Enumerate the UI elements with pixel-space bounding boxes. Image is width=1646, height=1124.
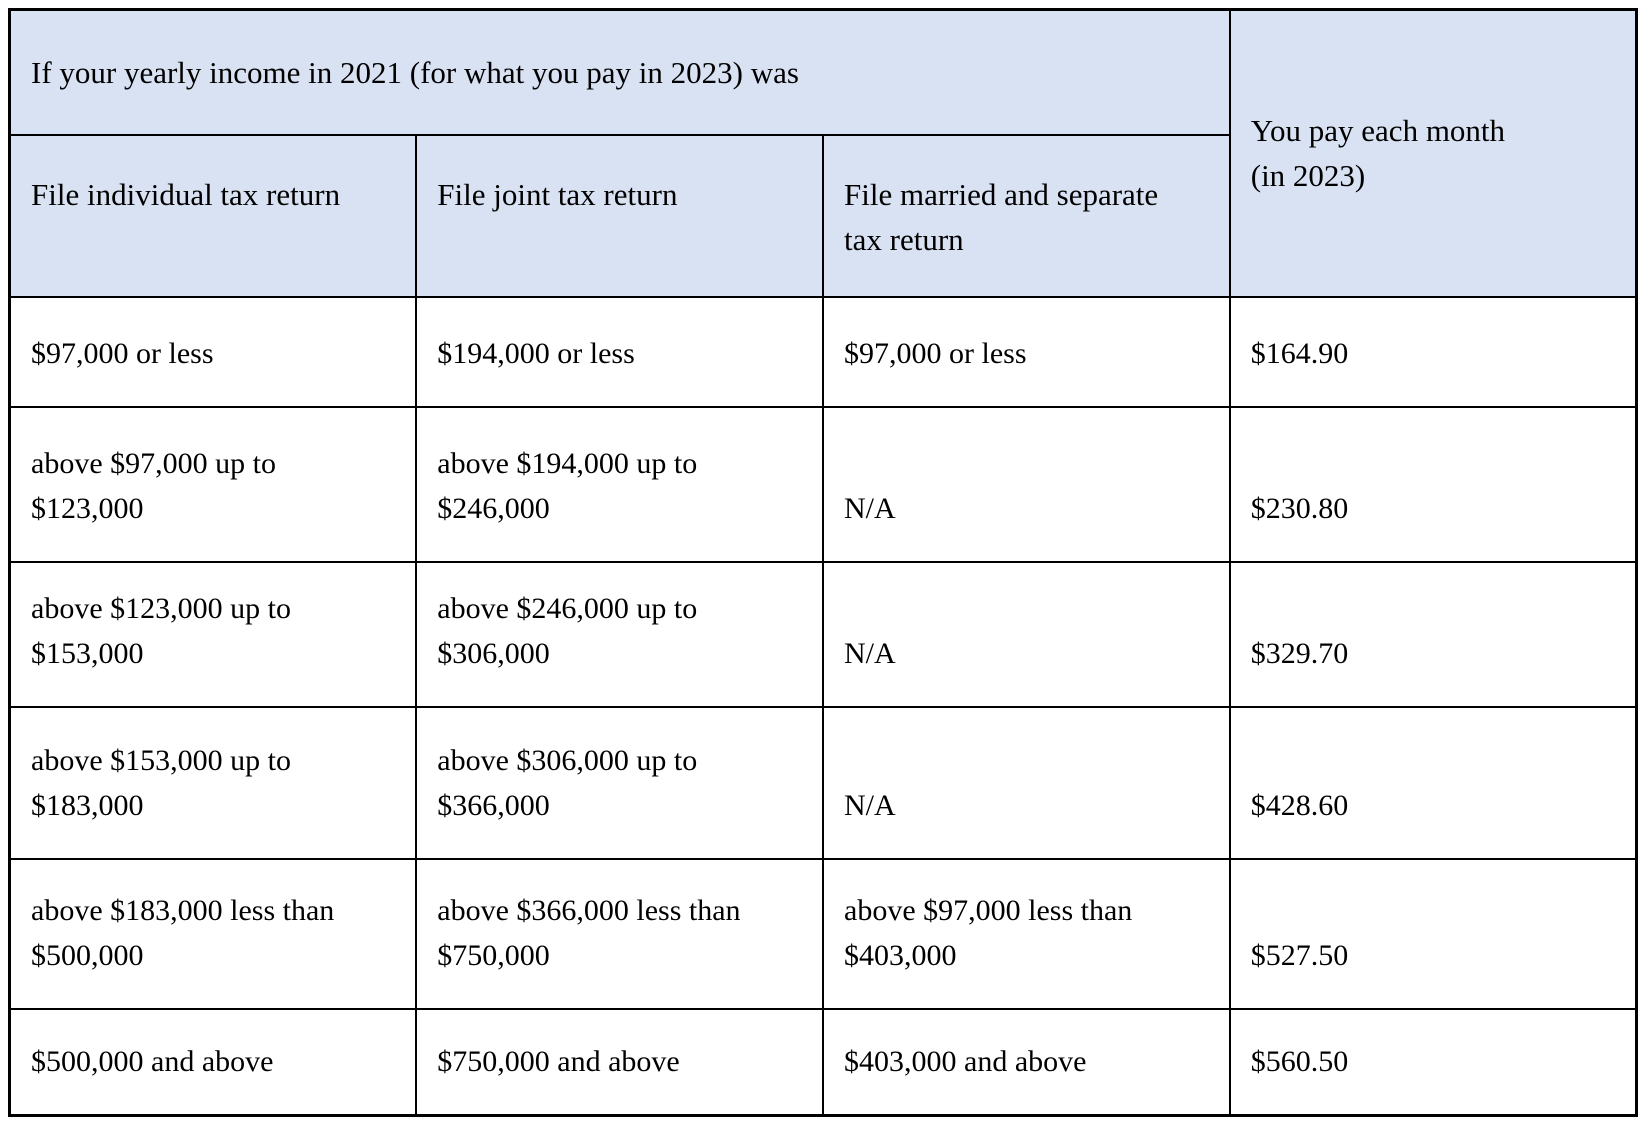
table-row [10,297,1637,407]
column-header-joint: File joint tax return [416,135,823,297]
cell-individual: $97,000 or less [10,297,417,407]
cell-pay: $560.50 [1230,1009,1637,1116]
cell-joint: above $306,000 up to $366,000 [416,707,823,859]
cell-pay: $164.90 [1230,297,1637,407]
cell-joint: above $246,000 up to $306,000 [416,562,823,707]
medicare-premium-table-container [8,8,1638,1117]
cell-pay: $329.70 [1230,562,1637,707]
cell-individual: above $183,000 less than $500,000 [10,859,417,1009]
cell-joint: $750,000 and above [416,1009,823,1116]
cell-married-separate: N/A [823,562,1230,707]
pay-header-label: You pay each month (in 2023) [1250,113,1506,194]
cell-joint: $194,000 or less [416,297,823,407]
income-premium-table [8,8,1638,1117]
cell-pay: $428.60 [1230,707,1637,859]
table-row [10,562,1637,707]
cell-married-separate: N/A [823,407,1230,562]
column-header-married-separate: File married and separate tax return [823,135,1230,297]
table-row [10,407,1637,562]
table-title: If your yearly income in 2021 (for what you pay in 2023) was [10,10,1230,135]
table-row [10,859,1637,1009]
cell-joint: above $194,000 up to $246,000 [416,407,823,562]
cell-married-separate: N/A [823,707,1230,859]
cell-individual: $500,000 and above [10,1009,417,1116]
cell-pay: $527.50 [1230,859,1637,1009]
header-title-row [10,10,1637,135]
cell-married-separate: $97,000 or less [823,297,1230,407]
table-row [10,707,1637,859]
cell-pay: $230.80 [1230,407,1637,562]
column-header-individual: File individual tax return [10,135,417,297]
cell-joint: above $366,000 less than $750,000 [416,859,823,1009]
table-row [10,1009,1637,1116]
column-header-pay-each-month [1230,10,1637,297]
cell-individual: above $153,000 up to $183,000 [10,707,417,859]
cell-married-separate: $403,000 and above [823,1009,1230,1116]
cell-married-separate: above $97,000 less than $403,000 [823,859,1230,1009]
cell-individual: above $97,000 up to $123,000 [10,407,417,562]
cell-individual: above $123,000 up to $153,000 [10,562,417,707]
